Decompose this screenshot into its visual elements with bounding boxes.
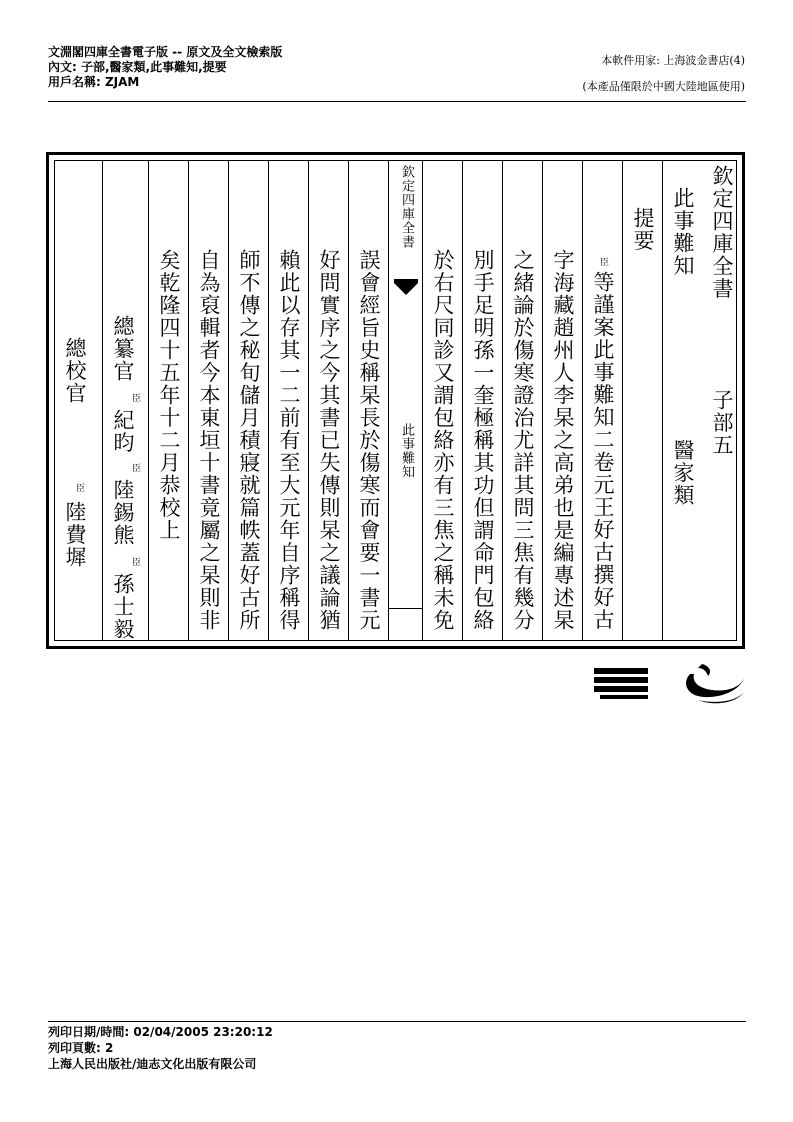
- chen-mark: 臣: [130, 393, 140, 402]
- text-column: 於右尺同診又謂包絡亦有三焦之稱未免: [431, 249, 455, 632]
- column-1: [702, 161, 742, 640]
- fold-book-title: 欽定四庫全書: [399, 165, 414, 249]
- page-frame: [46, 152, 745, 649]
- column-2: [662, 161, 702, 640]
- center-fold: [388, 161, 422, 640]
- header-right: [582, 48, 745, 100]
- text-column: 矣乾隆四十五年十二月恭校上: [157, 249, 181, 542]
- print-page-count: 列印頁數: 2: [48, 1041, 114, 1055]
- text-column: 好問實序之今其書已失傳則杲之議論猶: [317, 249, 341, 632]
- header-licensee: 本軟件用家: 上海波金書店(4): [601, 54, 745, 67]
- footer-divider: [48, 1021, 746, 1022]
- column-9: [348, 161, 388, 640]
- column-15: [102, 161, 148, 640]
- text-column: 賴此以存其一二前有至大元年自序稱得: [277, 249, 301, 632]
- fold-divider: [389, 608, 422, 609]
- print-datetime: 列印日期/時間: 02/04/2005 23:20:12: [48, 1025, 273, 1039]
- header-region-note: (本產品僅限於中國大陸地區使用): [582, 80, 745, 93]
- header-divider: [48, 101, 746, 102]
- text-column: 師不傳之秘旬儲月積寢就篇帙蓋好古所: [237, 249, 261, 632]
- section-label: 子部五: [710, 389, 734, 457]
- header-title: 文淵閣四庫全書電子版 -- 原文及全文檢索版: [48, 45, 283, 59]
- publisher-credit: 上海人民出版社/迪志文化出版有限公司: [48, 1057, 257, 1071]
- chen-mark: 臣: [130, 463, 140, 472]
- text-column: 字海藏趙州人李杲之高弟也是編專述杲: [551, 249, 575, 632]
- text-column: 別手足明孫一奎極稱其功但謂命門包絡: [471, 249, 495, 632]
- header-content-path: 內文: 子部,醫家類,此事難知,提要: [48, 60, 227, 74]
- text-column: 自為裒輯者今本東垣十書竟屬之杲則非: [197, 249, 221, 632]
- chen-mark: 臣: [130, 557, 140, 566]
- column-8: [422, 161, 462, 640]
- header-left: [48, 45, 282, 90]
- column-13: [188, 161, 228, 640]
- chief-proofreader-title: 總校官: [63, 337, 87, 405]
- column-6: [502, 161, 542, 640]
- column-4: [582, 161, 622, 640]
- column-7: [462, 161, 502, 640]
- fold-work-title: 此事難知: [399, 423, 414, 479]
- category-label: 醫家類: [671, 439, 695, 507]
- chen-mark: 臣: [74, 483, 84, 492]
- work-title: 此事難知: [671, 187, 695, 277]
- compiler-name: 紀昀: [111, 409, 135, 454]
- column-5: [542, 161, 582, 640]
- compiler-name: 孫士毅: [111, 573, 135, 641]
- chen-mark: 臣: [598, 257, 608, 266]
- text-column: 誤會經旨史稱杲長於傷寒而會要一書元: [357, 249, 381, 632]
- page-inner-frame: [54, 160, 737, 641]
- footer: [48, 1024, 273, 1072]
- book-title: 欽定四庫全書: [710, 165, 734, 300]
- column-12: [228, 161, 268, 640]
- abstract-heading: 提要: [631, 207, 655, 252]
- column-14: [148, 161, 188, 640]
- stripes-logo-icon: [594, 668, 648, 699]
- proofreader-name: 陸費墀: [63, 501, 87, 569]
- column-11: [268, 161, 308, 640]
- header-username: 用戶名稱: ZJAM: [48, 75, 140, 89]
- column-10: [308, 161, 348, 640]
- column-16: [55, 161, 102, 640]
- chief-compiler-title: 總纂官: [111, 315, 135, 383]
- column-3: [622, 161, 662, 640]
- swirl-logo-icon: [686, 664, 744, 703]
- text-column: 之緒論於傷寒證治尤詳其問三焦有幾分: [511, 249, 535, 632]
- compiler-name: 陸錫熊: [111, 479, 135, 547]
- text-column: 等謹案此事難知二卷元王好古撰好古: [591, 271, 615, 631]
- publisher-logo: [590, 660, 750, 705]
- fish-tail-mark: [394, 283, 418, 295]
